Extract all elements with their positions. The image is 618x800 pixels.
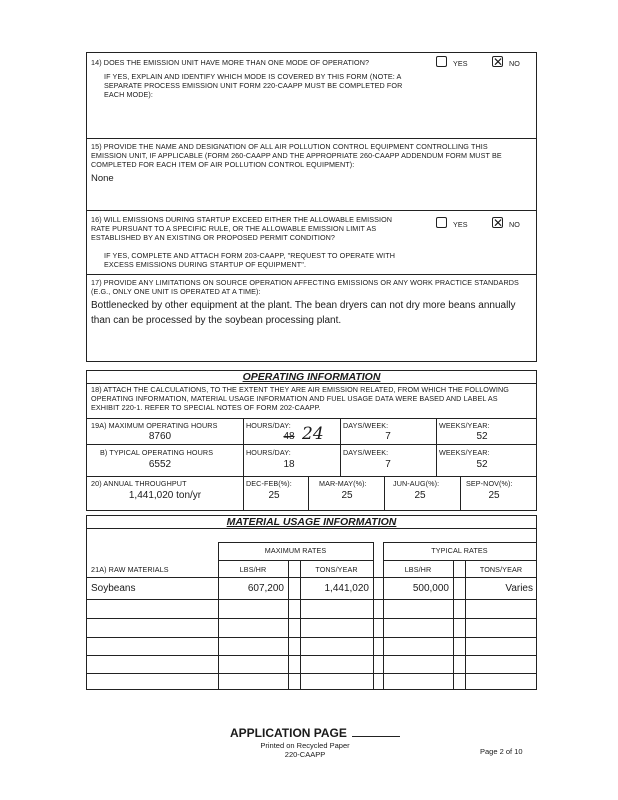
q16-no-label: NO <box>509 220 520 229</box>
page-number: Page 2 of 10 <box>480 747 523 756</box>
throughput-value: 1,441,020 ton/yr <box>128 490 202 501</box>
typ-weeks-year: 52 <box>476 459 488 470</box>
max-hours-day-struck: 48 <box>283 431 295 442</box>
sep-nov-value: 25 <box>488 490 500 501</box>
typ-hours-day-label: HOURS/DAY: <box>246 448 291 457</box>
max-lbs-hr: 607,200 <box>247 583 284 594</box>
dec-feb-value: 25 <box>268 490 280 501</box>
typical-rates-header: TYPICAL RATES <box>431 546 488 555</box>
q18-text: 18) ATTACH THE CALCULATIONS, TO THE EXTENT THEY ARE AIR EMISSION RELATED, FROM WHICH THE FOLLOWING OPERATING INFORMATION, MATERIAL USAGE INFORMATION AND FUEL USAGE DATA WERE BASED AND LABEL AS EXHIBIT 220-1. REFER TO SPECIAL NOTES OF FORM 202-CAAPP. <box>91 385 509 412</box>
max-days-week: 7 <box>385 431 391 442</box>
q14-yes-label: YES <box>453 59 468 68</box>
max-rates-header: MAXIMUM RATES <box>264 546 327 555</box>
typ-days-week-label: DAYS/WEEK: <box>343 448 389 457</box>
throughput-label: 20) ANNUAL THROUGHPUT <box>91 479 187 488</box>
max-days-week-label: DAYS/WEEK: <box>343 421 389 430</box>
typ-lbs-hr: 500,000 <box>412 583 449 594</box>
col-lbs-hr-typ: LBS/HR <box>404 565 432 574</box>
max-hours-day-label: HOURS/DAY: <box>246 421 291 430</box>
material-title: MATERIAL USAGE INFORMATION <box>226 516 397 528</box>
jun-aug-value: 25 <box>414 490 426 501</box>
typ-tons-year: Varies <box>505 583 533 594</box>
max-weeks-year: 52 <box>476 431 488 442</box>
max-hours-value: 8760 <box>148 431 172 442</box>
typ-hours-value: 6552 <box>148 459 172 470</box>
q14-yes-checkbox[interactable] <box>436 56 447 67</box>
q16-no-checkbox[interactable]: ✕ <box>493 216 504 230</box>
q15-answer: None <box>91 173 114 184</box>
max-weeks-year-label: WEEKS/YEAR: <box>439 421 490 430</box>
max-hours-day-handwritten: 24 <box>302 424 324 444</box>
sep-nov-label: SEP-NOV(%): <box>466 479 513 488</box>
jun-aug-label: JUN-AUG(%): <box>393 479 440 488</box>
max-tons-year: 1,441,020 <box>324 583 369 594</box>
q16-label: 16) WILL EMISSIONS DURING STARTUP EXCEED EITHER THE ALLOWABLE EMISSION RATE PURSUANT TO A SPECIFIC RULE, OR THE ALLOWABLE EMISSION LIMIT AS ESTABLISHED BY AN EXISTING OR PROPOSED PERMIT CONDITION? <box>91 215 393 242</box>
q17-answer: Bottlenecked by other equipment at the plant. The bean dryers can not dry more beans annually than can be processed by the soybean processing plant. <box>91 300 516 326</box>
q17-label: 17) PROVIDE ANY LIMITATIONS ON SOURCE OPERATION AFFECTING EMISSIONS OR ANY WORK PRACTICE STANDARDS (E.G., ONLY ONE UNIT IS OPERATED AT A TIME): <box>91 278 519 296</box>
max-hours-label: 19A) MAXIMUM OPERATING HOURS <box>91 421 218 430</box>
material-name: Soybeans <box>91 583 136 594</box>
q14-no-label: NO <box>509 59 520 68</box>
raw-materials-label: 21A) RAW MATERIALS <box>91 565 169 574</box>
typ-hours-day: 18 <box>283 459 295 470</box>
typ-weeks-year-label: WEEKS/YEAR: <box>439 448 490 457</box>
recycled-paper-note: Printed on Recycled Paper <box>260 741 350 750</box>
q16-note: IF YES, COMPLETE AND ATTACH FORM 203-CAAPP, "REQUEST TO OPERATE WITH EXCESS EMISSIONS DURING STARTUP OF EQUIPMENT". <box>104 251 396 269</box>
typ-hours-label: B) TYPICAL OPERATING HOURS <box>100 448 214 457</box>
col-tons-year-max: TONS/YEAR <box>315 565 358 574</box>
q16-yes-label: YES <box>453 220 468 229</box>
q14-no-checkbox[interactable]: ✕ <box>493 55 504 69</box>
mar-may-value: 25 <box>341 490 353 501</box>
col-tons-year-typ: TONS/YEAR <box>479 565 523 574</box>
form-number: 220-CAAPP <box>284 750 326 759</box>
operating-title: OPERATING INFORMATION <box>242 371 381 383</box>
q14-note: IF YES, EXPLAIN AND IDENTIFY WHICH MODE IS COVERED BY THIS FORM (NOTE: A SEPARATE PROCESS EMISSION UNIT FORM 220-CAAPP MUST BE COMPLETED FOR EACH MODE): <box>104 72 403 99</box>
mar-may-label: MAR-MAY(%): <box>319 479 367 488</box>
q15-label: 15) PROVIDE THE NAME AND DESIGNATION OF ALL AIR POLLUTION CONTROL EQUIPMENT CONTROLLING THIS EMISSION UNIT, IF APPLICABLE (FORM 260-CAAPP AND THE APPROPRIATE 260-CAAPP ADDENDUM FORM MUST BE COMPLETED FOR EACH ITEM OF AIR POLLUTION CONTROL EQUIPMENT): <box>91 142 502 169</box>
typ-days-week: 7 <box>385 459 391 470</box>
dec-feb-label: DEC-FEB(%): <box>246 479 292 488</box>
col-lbs-hr-max: LBS/HR <box>239 565 267 574</box>
q14-label: 14) DOES THE EMISSION UNIT HAVE MORE THAN ONE MODE OF OPERATION? <box>91 58 370 67</box>
application-page-label: APPLICATION PAGE <box>230 726 400 740</box>
q16-yes-checkbox[interactable] <box>436 217 447 228</box>
